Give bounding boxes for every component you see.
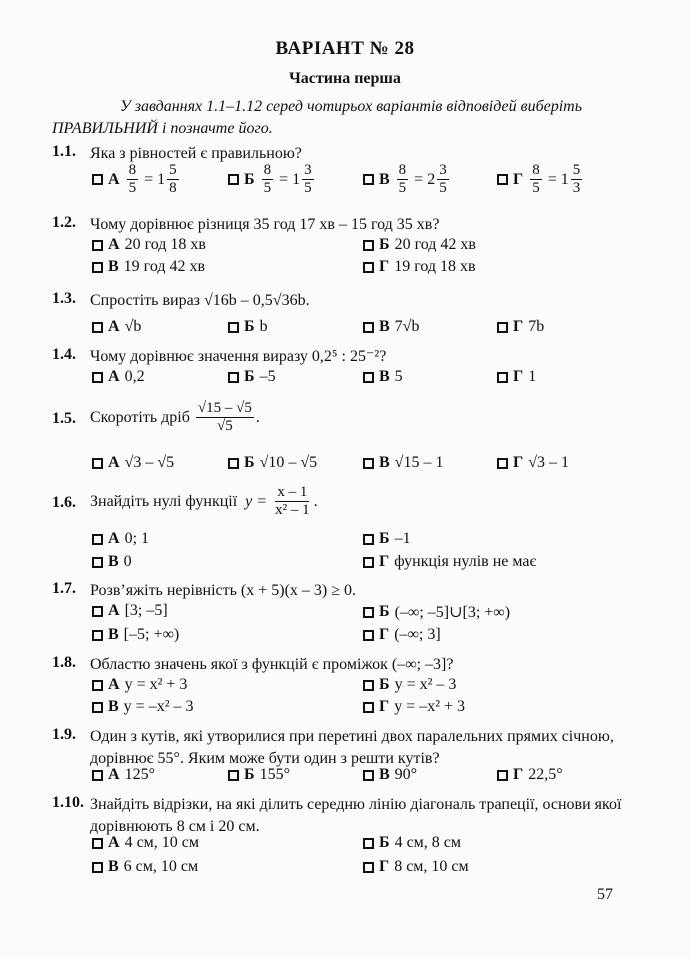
fraction: $\frac{x - 1}{\text{x² – 1}}$	[275, 484, 310, 518]
checkbox[interactable]	[228, 174, 239, 185]
option-1-9-c[interactable]: В 90°	[363, 766, 417, 784]
checkbox[interactable]	[363, 702, 374, 713]
option-1-2-d[interactable]: Г 19 год 18 хв	[363, 258, 476, 276]
option-1-7-a[interactable]: А [3; –5]	[92, 602, 168, 620]
option-letter: В	[379, 170, 390, 188]
question-text: Областю значень якої з функцій є проміжок (–∞; –3]?	[90, 656, 454, 673]
option-1-8-a[interactable]: А y = x² + 3	[92, 676, 187, 694]
checkbox[interactable]	[92, 557, 103, 568]
question-1-9	[52, 726, 632, 770]
option-1-8-c[interactable]: В y = –x² – 3	[92, 698, 194, 716]
option-letter: Б	[244, 170, 255, 188]
question-text: Один з кутів, які утворилися при перетині двох паралельних прямих січною, дорівнює 55°. Яким може бути один з решти кутів?	[90, 728, 614, 767]
checkbox[interactable]	[92, 606, 103, 617]
fraction: $\frac{√15 - √5}{√5}$	[197, 400, 252, 434]
question-number: 1.6.	[52, 494, 76, 511]
checkbox[interactable]	[363, 262, 374, 273]
option-1-1-c[interactable]: В $\frac{8}{5}$ = 2 $\frac{3}{5}$	[363, 162, 451, 197]
question-text: Яка з рівностей є правильною?	[90, 145, 302, 162]
option-1-3-a[interactable]: А √b	[92, 318, 141, 336]
checkbox[interactable]	[92, 262, 103, 273]
option-1-5-c[interactable]: В √15 – 1	[363, 454, 443, 472]
fraction: $\frac{5}{3}$	[572, 162, 581, 196]
checkbox[interactable]	[92, 770, 103, 781]
question-1-2	[52, 214, 632, 238]
checkbox[interactable]	[363, 534, 374, 545]
checkbox[interactable]	[228, 770, 239, 781]
checkbox[interactable]	[497, 174, 508, 185]
option-1-6-d[interactable]: Г функція нулів не має	[363, 553, 536, 571]
question-text: Спростіть вираз √16b – 0,5√36b.	[90, 292, 310, 309]
option-1-4-d[interactable]: Г 1	[497, 368, 536, 386]
option-1-3-b[interactable]: Б b	[228, 318, 268, 336]
option-1-9-d[interactable]: Г 22,5°	[497, 766, 563, 784]
option-1-1-d[interactable]: Г $\frac{8}{5}$ = 1 $\frac{5}{3}$	[497, 162, 584, 197]
option-1-4-a[interactable]: А 0,2	[92, 368, 145, 386]
checkbox[interactable]	[363, 458, 374, 469]
fraction: $\frac{8}{5}$	[398, 162, 407, 196]
option-1-9-a[interactable]: А 125°	[92, 766, 155, 784]
option-1-4-b[interactable]: Б –5	[228, 368, 276, 386]
option-1-10-c[interactable]: В 6 см, 10 см	[92, 858, 198, 876]
question-number: 1.3.	[52, 290, 76, 307]
question-1-10	[52, 794, 632, 838]
instructions: У завданнях 1.1–1.12 серед чотирьох варіантів відповідей виберіть ПРАВИЛЬНИЙ і позначте його.	[52, 98, 582, 137]
checkbox[interactable]	[363, 557, 374, 568]
question-text: Чому дорівнює значення виразу 0,2⁵ : 25⁻²?	[90, 348, 387, 365]
question-1-4	[52, 346, 632, 370]
checkbox[interactable]	[92, 458, 103, 469]
question-text: Знайдіть нулі функції y = $\frac{x - 1}{\text{x² – 1}}$ .	[90, 484, 318, 518]
question-number: 1.9.	[52, 726, 76, 743]
checkbox[interactable]	[92, 322, 103, 333]
option-1-9-b[interactable]: Б 155°	[228, 766, 290, 784]
option-1-10-a[interactable]: А 4 см, 10 см	[92, 834, 199, 852]
checkbox[interactable]	[363, 630, 374, 641]
option-letter: А	[108, 170, 120, 188]
option-1-5-a[interactable]: А √3 – √5	[92, 454, 174, 472]
question-number: 1.8.	[52, 654, 76, 671]
fraction: $\frac{3}{5}$	[304, 162, 312, 196]
option-1-7-b[interactable]: Б (–∞; –5]∪[3; +∞)	[363, 602, 510, 622]
checkbox[interactable]	[363, 240, 374, 251]
question-number: 1.2.	[52, 214, 76, 231]
fraction: $\frac{8}{5}$	[532, 162, 540, 196]
checkbox[interactable]	[497, 372, 508, 383]
checkbox[interactable]	[363, 838, 374, 849]
checkbox[interactable]	[92, 174, 103, 185]
checkbox[interactable]	[363, 680, 374, 691]
option-1-8-d[interactable]: Г y = –x² + 3	[363, 698, 465, 716]
option-1-6-b[interactable]: Б –1	[363, 530, 411, 548]
question-text: Знайдіть відрізки, на які ділить середню лінію діагональ трапеції, основи якої дорівнюють 8 см і 20 см.	[90, 796, 622, 835]
checkbox[interactable]	[228, 322, 239, 333]
question-text: Чому дорівнює різниця 35 год 17 хв – 15 год 35 хв?	[90, 216, 440, 233]
checkbox[interactable]	[92, 862, 103, 873]
question-number: 1.1.	[52, 143, 76, 160]
question-number: 1.7.	[52, 580, 76, 597]
option-1-4-c[interactable]: В 5	[363, 368, 403, 386]
question-number: 1.4.	[52, 346, 76, 363]
checkbox[interactable]	[92, 630, 103, 641]
question-text: Розв’яжіть нерівність (x + 5)(x – 3) ≥ 0.	[90, 582, 357, 599]
page-number: 57	[597, 886, 613, 903]
checkbox[interactable]	[363, 322, 374, 333]
fraction: $\frac{8}{5}$	[263, 162, 272, 196]
checkbox[interactable]	[92, 240, 103, 251]
checkbox[interactable]	[497, 458, 508, 469]
question-1-6	[52, 482, 632, 532]
checkbox[interactable]	[363, 607, 374, 618]
option-1-7-c[interactable]: В [–5; +∞)	[92, 626, 179, 644]
question-1-8	[52, 654, 632, 678]
option-1-1-a[interactable]: А $\frac{8}{5}$ = 1 $\frac{5}{8}$	[92, 162, 181, 197]
option-1-2-b[interactable]: Б 20 год 42 хв	[363, 236, 476, 254]
option-letter: Г	[513, 170, 524, 188]
checkbox[interactable]	[363, 770, 374, 781]
option-1-3-c[interactable]: В 7√b	[363, 318, 419, 336]
variant-title: ВАРІАНТ № 28	[275, 38, 415, 59]
checkbox[interactable]	[363, 862, 374, 873]
checkbox[interactable]	[92, 372, 103, 383]
option-1-10-d[interactable]: Г 8 см, 10 см	[363, 858, 469, 876]
question-number: 1.10.	[52, 794, 84, 811]
option-1-2-a[interactable]: А 20 год 18 хв	[92, 236, 206, 254]
checkbox[interactable]	[228, 458, 239, 469]
checkbox[interactable]	[363, 372, 374, 383]
option-1-2-c[interactable]: В 19 год 42 хв	[92, 258, 205, 276]
checkbox[interactable]	[363, 174, 374, 185]
option-1-3-d[interactable]: Г 7b	[497, 318, 544, 336]
option-1-1-b[interactable]: Б $\frac{8}{5}$ = 1 $\frac{3}{5}$	[228, 162, 316, 197]
checkbox[interactable]	[92, 702, 103, 713]
option-1-6-a[interactable]: А 0; 1	[92, 530, 149, 548]
checkbox[interactable]	[92, 838, 103, 849]
option-1-5-b[interactable]: Б √10 – √5	[228, 454, 317, 472]
checkbox[interactable]	[228, 372, 239, 383]
checkbox[interactable]	[92, 680, 103, 691]
checkbox[interactable]	[92, 534, 103, 545]
question-1-3	[52, 290, 632, 314]
question-1-7	[52, 580, 632, 604]
part-subtitle: Частина перша	[289, 70, 401, 87]
checkbox[interactable]	[497, 770, 508, 781]
option-1-10-b[interactable]: Б 4 см, 8 см	[363, 834, 461, 852]
fraction: $\frac{3}{5}$	[439, 162, 447, 196]
fraction: $\frac{8}{5}$	[128, 162, 137, 196]
option-1-8-b[interactable]: Б y = x² – 3	[363, 676, 456, 694]
question-1-5	[52, 398, 632, 448]
option-1-7-d[interactable]: Г (–∞; 3]	[363, 626, 441, 644]
fraction: $\frac{5}{8}$	[169, 162, 177, 196]
option-1-6-c[interactable]: В 0	[92, 553, 132, 571]
option-1-5-d[interactable]: Г √3 – 1	[497, 454, 569, 472]
checkbox[interactable]	[497, 322, 508, 333]
question-text: Скоротіть дріб $\frac{√15 - √5}{√5}$ .	[90, 400, 260, 434]
question-number: 1.5.	[52, 410, 76, 427]
